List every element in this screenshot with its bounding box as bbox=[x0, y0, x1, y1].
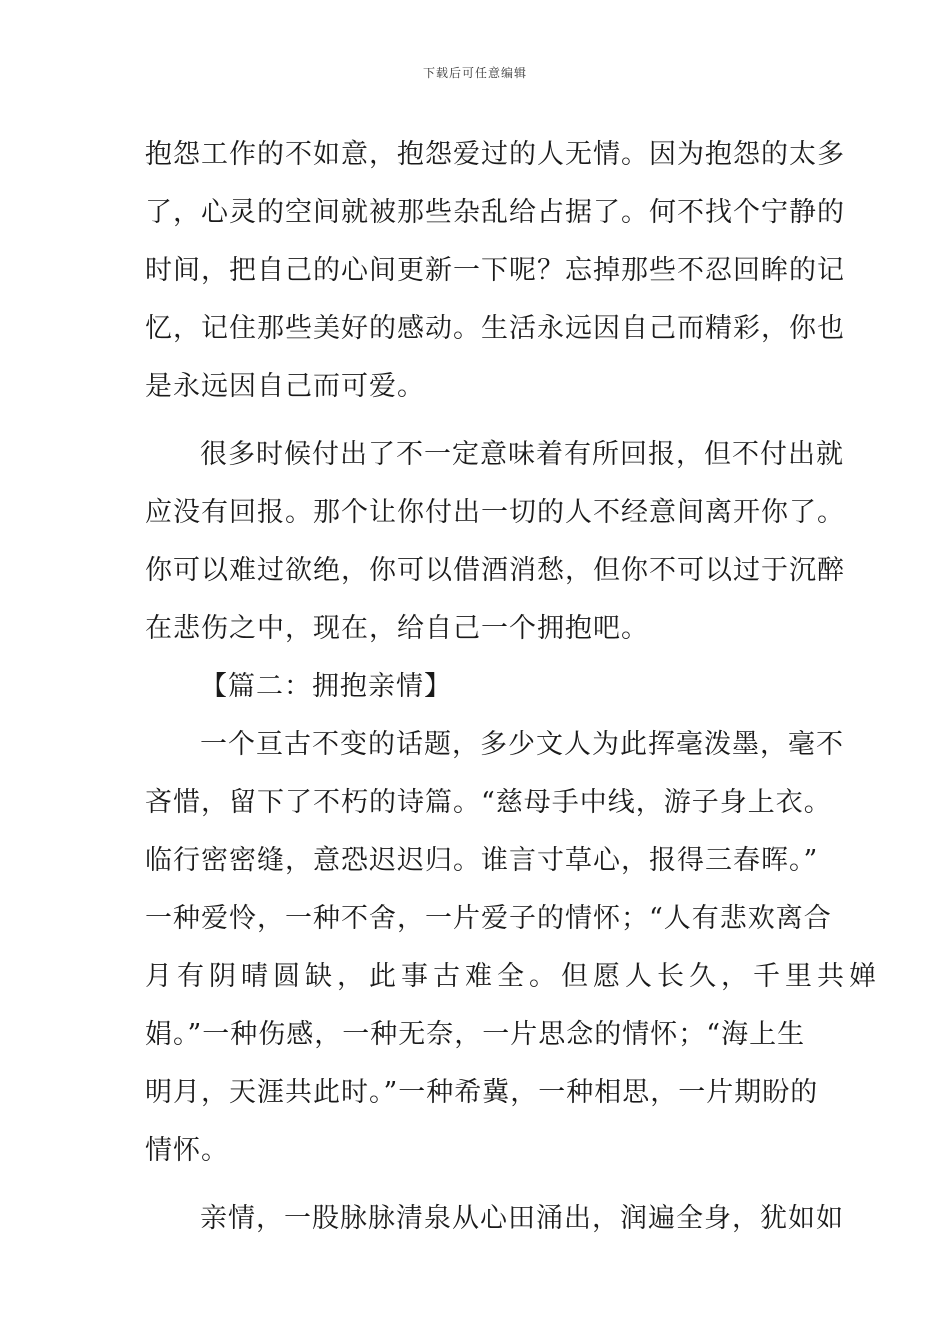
text-line: 吝惜，留下了不朽的诗篇。“慈母手中线，游子身上衣。 bbox=[145, 787, 832, 818]
text-line: 了，心灵的空间就被那些杂乱给占据了。何不找个宁静的 bbox=[145, 197, 845, 228]
text-line: 月有阴晴圆缺，此事古难全。但愿人长久，千里共婵 bbox=[145, 961, 881, 992]
document-body bbox=[145, 126, 881, 1248]
text-line: 娟。”一种伤感，一种无奈，一片思念的情怀；“海上生 bbox=[145, 1019, 806, 1050]
text-line: 一种爱怜，一种不舍，一片爱子的情怀；“人有悲欢离合 bbox=[145, 903, 832, 934]
section-heading: 【篇二：拥抱亲情】 bbox=[200, 671, 452, 702]
text-line: 是永远因自己而可爱。 bbox=[145, 371, 425, 402]
text-line: 忆，记住那些美好的感动。生活永远因自己而精彩，你也 bbox=[145, 313, 845, 344]
text-line: 临行密密缝，意恐迟迟归。谁言寸草心，报得三春晖。” bbox=[145, 845, 819, 876]
text-line: 抱怨工作的不如意，抱怨爱过的人无情。因为抱怨的太多 bbox=[145, 139, 845, 170]
text-line: 很多时候付出了不一定意味着有所回报，但不付出就 bbox=[200, 439, 844, 470]
text-line: 亲情，一股脉脉清泉从心田涌出，润遍全身，犹如如 bbox=[200, 1203, 844, 1234]
text-line: 在悲伤之中，现在，给自己一个拥抱吧。 bbox=[145, 613, 649, 644]
text-line: 你可以难过欲绝，你可以借酒消愁，但你不可以过于沉醉 bbox=[145, 555, 845, 586]
text-line: 应没有回报。那个让你付出一切的人不经意间离开你了。 bbox=[145, 497, 845, 528]
text-line: 明月，天涯共此时。”一种希冀，一种相思，一片期盼的 bbox=[145, 1077, 819, 1108]
text-line: 时间，把自己的心间更新一下呢？忘掉那些不忍回眸的记 bbox=[145, 255, 845, 286]
text-line: 一个亘古不变的话题，多少文人为此挥毫泼墨，毫不 bbox=[200, 729, 844, 760]
page-header-note: 下载后可任意编辑 bbox=[422, 66, 527, 80]
text-line: 情怀。 bbox=[145, 1135, 229, 1166]
